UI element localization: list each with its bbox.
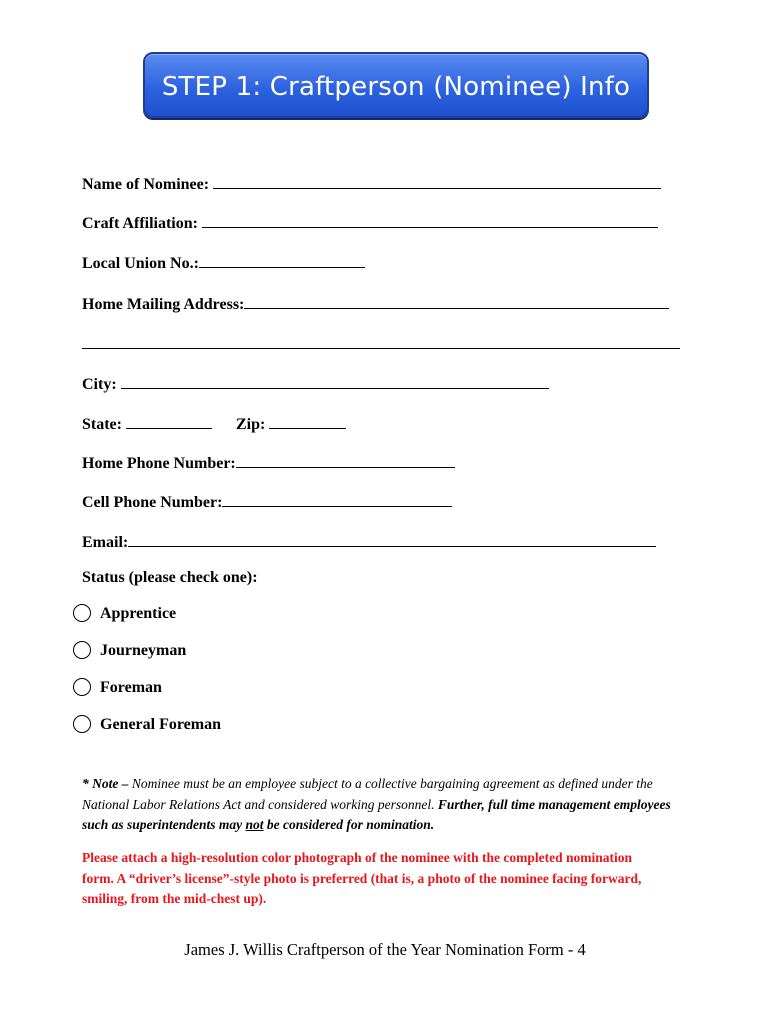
note-prefix: * Note – xyxy=(82,776,129,791)
craft-affiliation-line[interactable] xyxy=(202,211,658,228)
home-phone-line[interactable] xyxy=(236,451,455,468)
email-field[interactable] xyxy=(82,530,656,553)
note-not-emphasis: not xyxy=(245,817,264,832)
photo-instructions: Please attach a high-resolution color photograph of the nominee with the completed nomination form. A “driver’s license”-style photo is preferred (that is, a photo of the nominee facing forward, smiling, from the mid-chest up). xyxy=(82,850,642,906)
home-phone-label: Home Phone Number: xyxy=(82,455,236,472)
status-option-foreman[interactable] xyxy=(73,678,162,698)
status-heading: Status (please check one): xyxy=(82,569,258,586)
cell-phone-line[interactable] xyxy=(222,490,452,507)
state-label: State: xyxy=(82,416,122,433)
zip-line[interactable] xyxy=(269,412,346,429)
status-option-label: Journeyman xyxy=(100,642,187,659)
state-line[interactable] xyxy=(126,412,212,429)
local-union-field[interactable] xyxy=(82,251,365,274)
status-option-apprentice[interactable] xyxy=(73,604,176,624)
radio-circle-icon[interactable] xyxy=(73,604,91,622)
home-address-label: Home Mailing Address: xyxy=(82,296,245,313)
home-phone-field[interactable] xyxy=(82,451,455,474)
radio-circle-icon[interactable] xyxy=(73,678,91,696)
status-option-journeyman[interactable] xyxy=(73,641,186,661)
local-union-line[interactable] xyxy=(199,251,365,268)
nominee-name-field[interactable] xyxy=(82,172,661,195)
status-option-label: Apprentice xyxy=(100,605,177,622)
craft-affiliation-field[interactable] xyxy=(82,211,658,234)
note-bold-text-end: be considered for nomination. xyxy=(263,817,435,832)
radio-circle-icon[interactable] xyxy=(73,715,91,733)
note-italic-text: Nominee must be an employee subject to a collective bargaining agreement as defined under the National Labor Relations Act and considered working personnel. xyxy=(82,776,653,812)
zip-label: Zip: xyxy=(236,416,266,433)
home-address-line[interactable] xyxy=(244,292,669,309)
zip-field[interactable] xyxy=(236,412,346,435)
eligibility-note xyxy=(82,774,682,836)
home-address-line-2-field[interactable] xyxy=(82,332,680,355)
city-line[interactable] xyxy=(121,372,549,389)
step-banner xyxy=(143,52,649,118)
craft-affiliation-label: Craft Affiliation: xyxy=(82,215,198,232)
email-label: Email: xyxy=(82,534,129,551)
local-union-label: Local Union No.: xyxy=(82,255,199,272)
state-field[interactable] xyxy=(82,412,212,435)
nominee-name-label: Name of Nominee: xyxy=(82,176,210,193)
email-line[interactable] xyxy=(128,530,656,547)
city-field[interactable] xyxy=(82,372,549,395)
radio-circle-icon[interactable] xyxy=(73,641,91,659)
status-option-general-foreman[interactable] xyxy=(73,715,221,735)
home-address-line-2[interactable] xyxy=(82,332,680,349)
status-option-label: General Foreman xyxy=(100,716,222,733)
home-address-field[interactable] xyxy=(82,292,669,315)
cell-phone-label: Cell Phone Number: xyxy=(82,494,223,511)
nominee-name-line[interactable] xyxy=(213,172,661,189)
note-bold-text: Further, full time management employees such as superintendents may xyxy=(82,796,671,832)
status-option-label: Foreman xyxy=(100,679,162,696)
city-label: City: xyxy=(82,376,117,393)
page-footer: James J. Willis Craftperson of the Year Nomination Form - 4 xyxy=(184,940,586,959)
cell-phone-field[interactable] xyxy=(82,490,452,513)
step-title: STEP 1: Craftperson (Nominee) Info xyxy=(161,72,631,102)
